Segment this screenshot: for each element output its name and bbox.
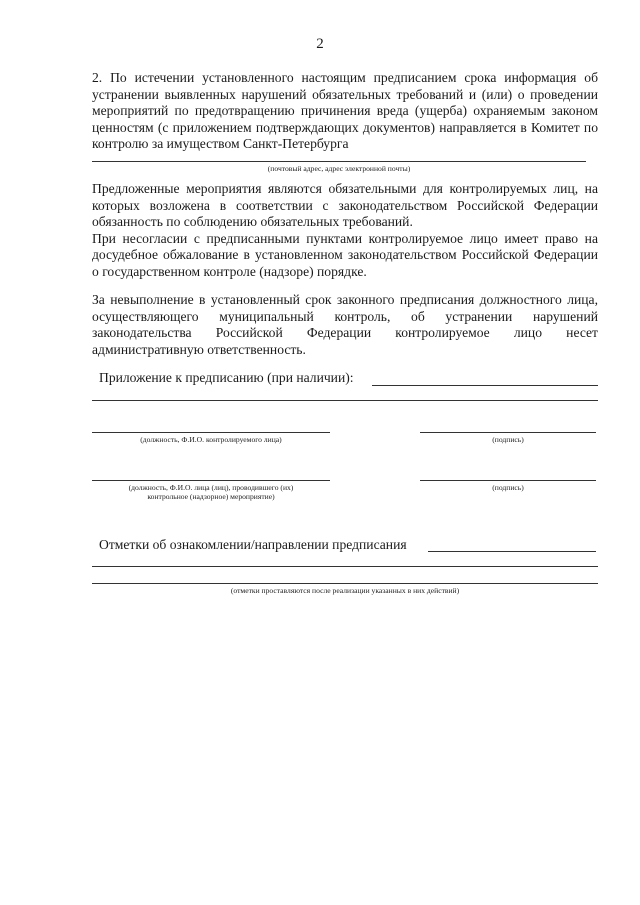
paragraph-deadline-text: 2. По истечении установленного настоящим предписанием срока информация об устранении выявленных нарушений обязательных требований и (или) о проведении мероприятий по предотвращению причинения вреда (ущерба) охраняемым законом ценностям (с приложением подтверждающих документов) направляется в Комитет по контролю за имуществом Санкт-Петербурга xyxy=(92,70,598,152)
paragraph-liability-text: За невыполнение в установленный срок законного предписания должностного лица, осуществляющего муниципальный контроль, об устранении нарушений законодательства Российской Федерации контролируемое лицо несет административную ответственность. xyxy=(92,292,598,357)
caption-signature-2: (подпись) xyxy=(492,483,524,492)
acquaintance-line-2 xyxy=(92,566,598,567)
notes-line xyxy=(92,583,598,584)
appendix-label: Приложение к предписанию (при наличии): xyxy=(99,370,354,385)
paragraph-mandatory-text: Предложенные мероприятия являются обязательными для контролируемых лиц, на которых возложена в соответствии с законодательством Российской Федерации обязанность по соблюдению обязательных требований. xyxy=(92,181,598,230)
signature-line-1 xyxy=(420,432,596,433)
paragraph-deadline xyxy=(92,70,598,153)
paragraph-liability xyxy=(92,292,598,358)
caption-address: (почтовый адрес, адрес электронной почты) xyxy=(267,164,411,173)
caption-inspector-line2: контрольное (надзорное) мероприятие) xyxy=(147,492,275,501)
appendix-line-2 xyxy=(92,400,598,401)
inspector-line xyxy=(92,480,330,481)
caption-controlled-person: (должность, Ф.И.О. контролируемого лица) xyxy=(140,435,282,444)
signature-line-2 xyxy=(420,480,596,481)
paragraph-mandatory xyxy=(92,181,598,281)
caption-notes: (отметки проставляются после реализации указанных в них действий) xyxy=(230,586,460,595)
caption-inspector-line1: (должность, Ф.И.О. лица (лиц), проводившего (их) xyxy=(128,483,294,492)
caption-signature-1: (подпись) xyxy=(492,435,524,444)
paragraph-disagreement-text: При несогласии с предписанными пунктами контролируемое лицо имеет право на досудебное обжалование в установленном законодательством Российской Федерации о государственном контроле (надзоре) порядке. xyxy=(92,230,598,279)
address-line xyxy=(92,161,586,162)
appendix-line xyxy=(372,385,598,386)
acquaintance-line xyxy=(428,551,596,552)
controlled-person-line xyxy=(92,432,330,433)
acquaintance-label: Отметки об ознакомлении/направлении предписания xyxy=(99,537,407,552)
page-number: 2 xyxy=(316,36,324,52)
caption-inspector xyxy=(92,483,330,501)
